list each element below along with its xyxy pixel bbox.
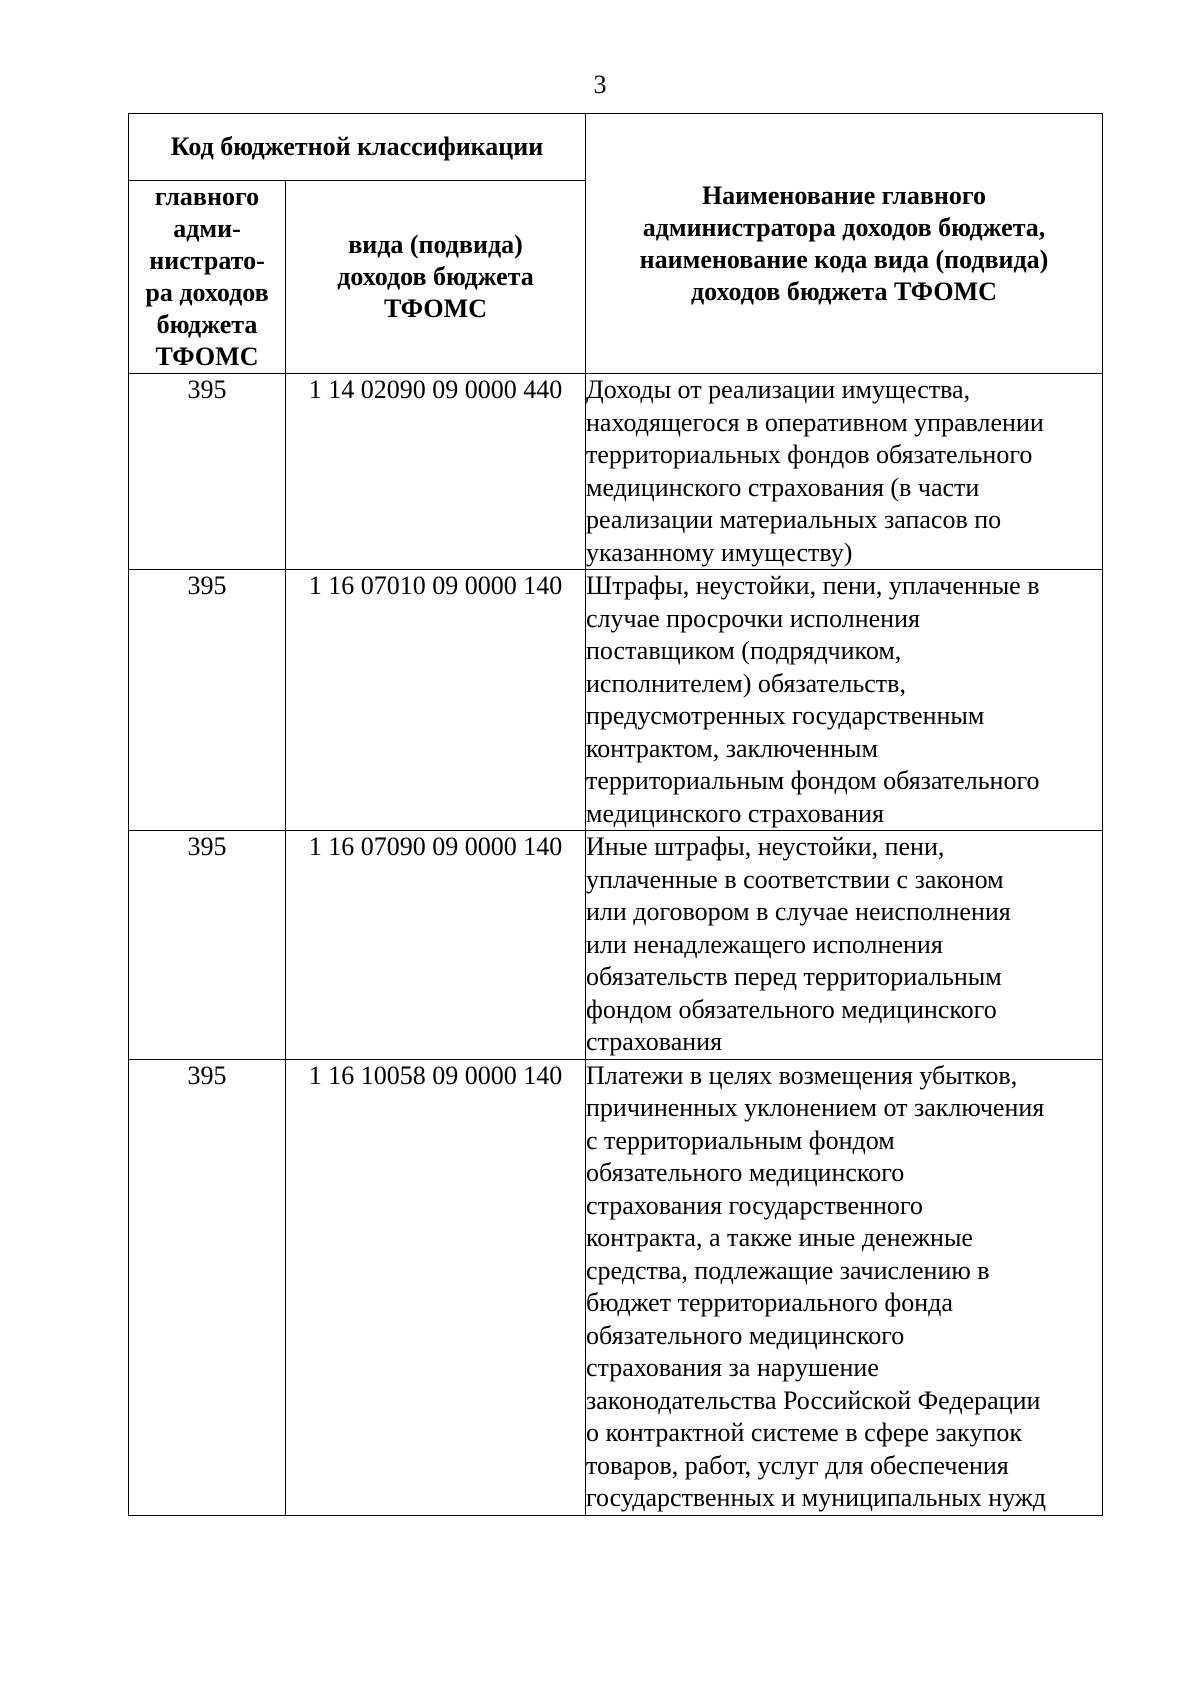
description-cell: [586, 1059, 1103, 1515]
header-admin-line: нистрато-: [149, 246, 265, 275]
description-line: находящегося в оперативном управлении: [586, 407, 1044, 437]
description-line: обязательств перед территориальным: [586, 962, 1002, 991]
description-line: контракта, а также иные денежные: [586, 1223, 973, 1252]
description-line: товаров, работ, услуг для обеспечения: [586, 1450, 1009, 1480]
header-kind-line: вида (подвида): [348, 230, 523, 259]
description-line: средства, подлежащие зачислению в: [586, 1255, 990, 1285]
income-code-cell: 1 14 02090 09 0000 440: [286, 374, 586, 570]
income-code-cell: 1 16 10058 09 0000 140: [286, 1059, 586, 1515]
header-name-line: Наименование главного: [701, 180, 987, 210]
description-line: с территориальным фондом: [586, 1125, 895, 1155]
description-line: бюджет территориального фонда: [586, 1288, 953, 1317]
header-budget-classification-code: Код бюджетной классификации: [129, 114, 586, 181]
description-cell: [586, 570, 1103, 831]
description-line: медицинского страхования (в части: [586, 472, 980, 502]
description-line: страхования: [586, 1027, 723, 1056]
description-line: причиненных уклонением от заключения: [586, 1093, 1045, 1122]
description-line: поставщиком (подрядчиком,: [586, 636, 902, 665]
table-row: [129, 570, 1103, 831]
admin-code-cell: 395: [129, 1059, 286, 1515]
description-line: территориальным фондом обязательного: [586, 766, 1040, 795]
income-code-cell: 1 16 07090 09 0000 140: [286, 831, 586, 1060]
description-cell: [586, 831, 1103, 1060]
header-name-column: [586, 114, 1103, 374]
header-name-line: доходов бюджета ТФОМС: [691, 276, 997, 306]
description-line: Иные штрафы, неустойки, пени,: [586, 832, 945, 861]
description-line: Доходы от реализации имущества,: [586, 375, 971, 404]
header-admin-line: адми-: [173, 214, 241, 243]
table-row: [129, 1059, 1103, 1515]
description-line: исполнителем) обязательств,: [586, 668, 906, 698]
budget-classification-table: [128, 113, 1103, 1516]
description-line: или ненадлежащего исполнения: [586, 929, 943, 959]
header-main-administrator-column: [129, 181, 286, 374]
header-kind-line: доходов бюджета: [337, 262, 534, 291]
description-line: Штрафы, неустойки, пени, уплаченные в: [586, 571, 1040, 600]
description-line: или договором в случае неисполнения: [586, 897, 1011, 926]
description-line: о контрактной системе в сфере закупок: [586, 1418, 1022, 1447]
admin-code-cell: 395: [129, 831, 286, 1060]
description-cell: [586, 374, 1103, 570]
header-name-line: наименование кода вида (подвида): [639, 244, 1049, 274]
description-line: страхования за нарушение: [586, 1353, 879, 1382]
header-admin-line: ра доходов: [145, 278, 269, 307]
table-row: [129, 831, 1103, 1060]
header-admin-line: ТФОМС: [155, 342, 259, 371]
header-admin-line: бюджета: [156, 310, 258, 339]
description-line: фондом обязательного медицинского: [586, 994, 997, 1024]
income-code-cell: 1 16 07010 09 0000 140: [286, 570, 586, 831]
description-line: законодательства Российской Федерации: [586, 1385, 1041, 1415]
description-line: Платежи в целях возмещения убытков,: [586, 1060, 1018, 1090]
table-row: [129, 374, 1103, 570]
admin-code-cell: 395: [129, 374, 286, 570]
description-line: указанному имуществу): [586, 537, 853, 567]
header-name-line: администратора доходов бюджета,: [642, 212, 1046, 242]
admin-code-cell: 395: [129, 570, 286, 831]
description-line: территориальных фондов обязательного: [586, 440, 1033, 469]
description-line: государственных и муниципальных нужд: [586, 1483, 1047, 1512]
description-line: случае просрочки исполнения: [586, 603, 920, 633]
description-line: страхования государственного: [586, 1190, 923, 1220]
header-admin-line: главного: [154, 182, 260, 211]
header-kind-line: ТФОМС: [384, 294, 487, 323]
description-line: предусмотренных государственным: [586, 701, 985, 730]
description-line: контрактом, заключенным: [586, 733, 878, 763]
description-line: обязательного медицинского: [586, 1320, 905, 1350]
description-line: медицинского страхования: [586, 798, 884, 828]
description-line: обязательного медицинского: [586, 1158, 905, 1187]
header-income-kind-column: [286, 181, 586, 374]
page-number: 3: [593, 70, 607, 99]
description-line: уплаченные в соответствии с законом: [586, 864, 1004, 894]
description-line: реализации материальных запасов по: [586, 505, 1002, 534]
